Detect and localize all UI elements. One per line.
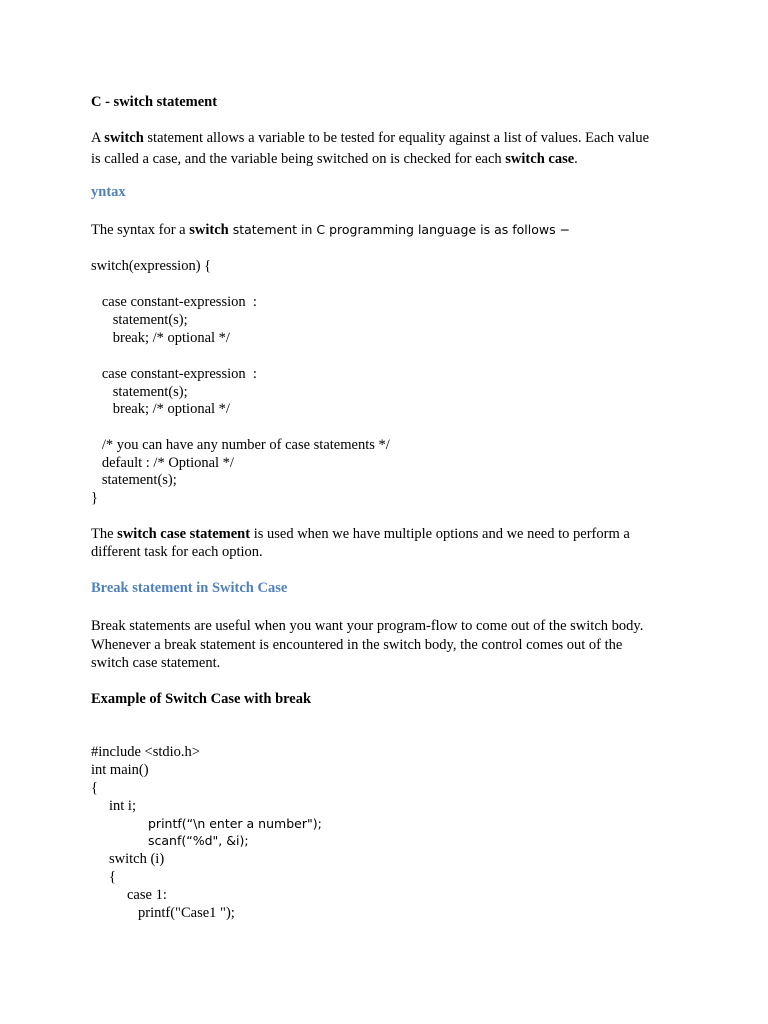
syntax-intro-text: The syntax for a [91,222,190,238]
intro-keyword-switch: switch [104,130,144,146]
intro-line-1 [91,129,649,147]
code-line: scanf(“%d", &i); [148,833,249,848]
code-line: } [91,490,98,506]
intro-keyword-switch-case: switch case [505,151,575,167]
code-line: break; /* optional */ [91,330,230,346]
usage-line-2: different task for each option. [91,544,263,560]
syntax-heading: yntax [91,184,126,200]
code-line: printf(“\n enter a number"); [148,816,322,831]
break-text-line-2: Whenever a break statement is encountered in the switch body, the control comes out of the [91,637,623,653]
code-line: case 1: [127,887,167,903]
code-line: int i; [109,798,136,814]
usage-line-1 [91,525,630,543]
code-line: { [91,780,98,796]
code-line: statement(s); [91,472,177,488]
break-text-line-3: switch case statement. [91,655,221,671]
break-text-line-1: Break statements are useful when you want your program-flow to come out of the switch body. [91,618,644,634]
example-heading: Example of Switch Case with break [91,691,312,707]
syntax-intro [91,221,570,239]
code-line: printf("Case1 "); [138,905,235,921]
intro-text: is called a case, and the variable being switched on is checked for each [91,151,506,167]
intro-text: . [574,151,578,167]
syntax-intro-text: statement in C programming language is as follows − [228,222,571,237]
break-heading: Break statement in Switch Case [91,580,288,596]
code-line: int main() [91,762,149,778]
intro-text: A [91,130,105,146]
code-line: statement(s); [91,312,188,328]
usage-text: The [91,526,118,542]
code-line: switch(expression) { [91,258,212,274]
code-line: switch (i) [109,851,165,867]
page-title: C - switch statement [91,94,218,110]
syntax-intro-keyword: switch [189,222,229,238]
code-line: #include <stdio.h> [91,744,200,760]
intro-text: statement allows a variable to be tested for equality against a list of values. Each value [143,130,650,146]
code-line: case constant-expression : [91,366,257,382]
code-line: break; /* optional */ [91,401,230,417]
code-line: case constant-expression : [91,294,257,310]
code-line: statement(s); [91,384,188,400]
code-line: default : /* Optional */ [91,455,234,471]
code-line: /* you can have any number of case statements */ [91,437,390,453]
usage-keyword: switch case statement [117,526,251,542]
usage-text: is used when we have multiple options and we need to perform a [250,526,630,542]
intro-line-2 [91,150,578,168]
code-line: { [109,869,116,885]
